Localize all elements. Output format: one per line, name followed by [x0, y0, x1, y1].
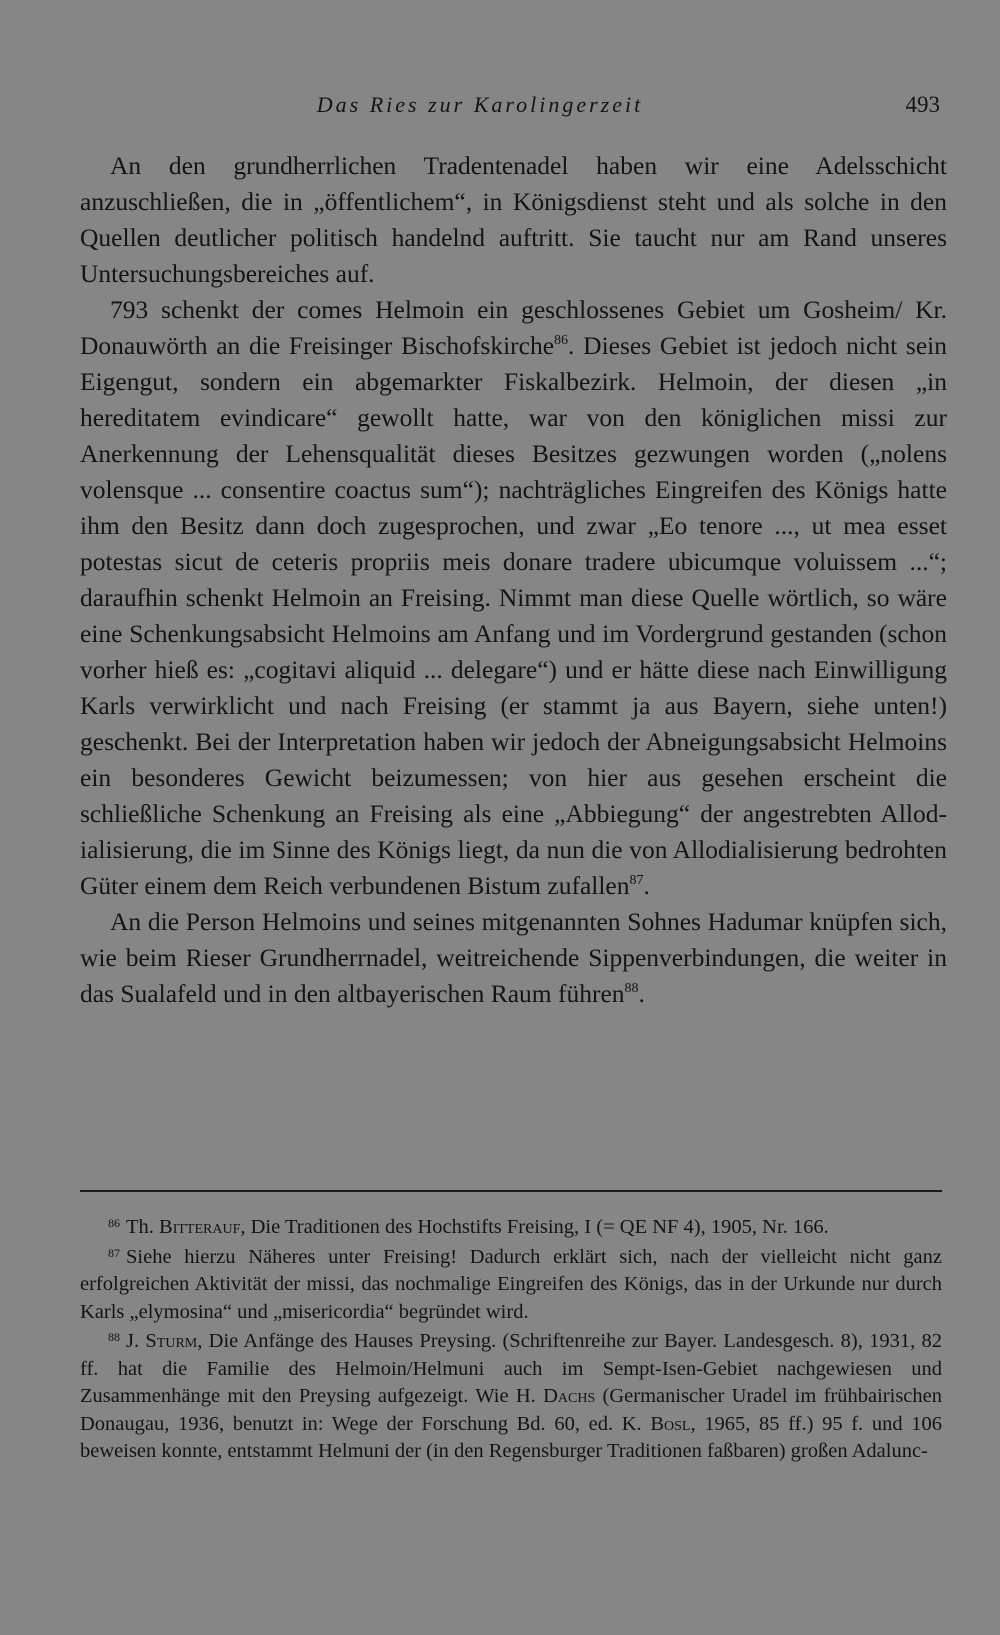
footnote-text: , Die Anfänge des Hauses Preysing. (Schriftenreihe zur Bayer. Landesgesch. 8), 1931, 82 ff. hat die Familie des Helmoin/Helmuni auch im Sempt-Isen-Gebiet nachgewiesen und Zusammenhänge mit den Preysing aufgezeigt. Wie H. [80, 1330, 943, 1407]
main-text [80, 148, 947, 1012]
footnote-ref-87: 87 [629, 873, 644, 888]
running-title: Das Ries zur Karolingerzeit [316, 92, 644, 117]
paragraph-1 [80, 148, 947, 292]
paragraph-2-text-b: . Dieses Gebiet ist jedoch nicht sein Eigengut, sondern ein abgemarkter Fiskalbezirk. Helmoin, der diesen „in hereditatem evindicare“ gewollt hatte, war von den königlichen missi zur Anerkennung der Lehensqualität dieses Besitzes gezwungen worden („nolens volensque ... consentire coactus sum“); nachträgliches Eingreifen des Königs hatte ihm den Besitz dann doch zugesprochen, und zwar „Eo tenore ..., ut mea esset potestas sicut de ceteris propriis meis donare tradere ubicumque voluissem ...“; daraufhin schenkt Helmoin an Freising. Nimmt man diese Quelle wörtlich, so wäre eine Schenkungsabsicht Helmoins am Anfang und im Vordergrund gestanden (schon vorher hieß es: „cogitavi aliquid ... delegare“) und er hätte diese nach Einwilligung Karls verwirklicht und nach Freising (er stammt ja aus Bayern, siehe unten!) geschenkt. Bei der Interpretation haben wir jedoch der Abneigungsabsicht Helmoins ein besonderes Gewicht beizumessen; von hier aus gesehen erscheint die schließliche Schenkung an Freising als eine „Abbiegung“ der angestrebten Allodialisierung, die im Sinne des Königs liegt, da nun die von Allodialisierung bedrohten Güter einem dem Reich verbundenen Bistum zufallen [80, 331, 947, 900]
paragraph-1-text: An den grundherrlichen Tradentenadel haben wir eine Adelsschicht anzuschließen, die in „öffentlichem“, in Königsdienst steht und als solche in den Quellen deutlicher politisch handelnd auftritt. Sie taucht nur am Rand unseres Untersuchungsbereiches auf. [80, 151, 947, 288]
footnote-number: 86 [108, 1216, 120, 1230]
running-head [80, 92, 940, 132]
footnote-number: 87 [108, 1245, 120, 1260]
footnote-separator [80, 1190, 942, 1192]
footnote-author: Sturm [145, 1330, 198, 1352]
paragraph-2-text-a: 793 schenkt der comes Helmoin ein geschlossenes Gebiet um Gosheim/ Kr. Donauwörth an die Freisinger Bischofskirche [80, 295, 947, 360]
footnote-text: Siehe hierzu Näheres unter Freising! Dadurch erklärt sich, nach der vielleicht nicht ganz erfolgreichen Aktivität der missi, das nochmalige Eingreifen des Königs, das in der Urkunde nur durch Karls „elymosina“ und „misericordia“ begründet wird. [80, 1245, 942, 1323]
footnote-87 [80, 1244, 942, 1327]
paragraph-3 [80, 904, 947, 1012]
paragraph-3-text-b: . [638, 979, 645, 1008]
footnote-text: , 1965, 85 ff.) 95 f. und 106 beweisen konnte, entstammt Helmuni der (in den Regensburger Traditionen faßbaren) großen Adalunc- [80, 1412, 943, 1462]
footnote-ref-88: 88 [624, 981, 639, 996]
footnote-text: J. [126, 1330, 146, 1352]
paragraph-2 [80, 292, 947, 904]
footnote-author: Dachs [543, 1385, 596, 1407]
footnote-text: , Die Traditionen des Hochstifts Freising, I (= QE NF 4), 1905, Nr. 166. [240, 1216, 829, 1238]
footnote-ref-86: 86 [554, 333, 569, 348]
footnote-86 [80, 1214, 942, 1242]
paragraph-3-text-a: An die Person Helmoins und seines mitgenannten Sohnes Hadumar knüpfen sich, wie beim Rieser Grundherrnadel, weitreichende Sippenverbindungen, die weiter in das Sualafeld und in den altbayerischen Raum führen [80, 907, 947, 1008]
footnote-text: Th. [126, 1216, 160, 1238]
footnote-text: (Germanischer Uradel im frühbairischen Donaugau, 1936, benutzt in: Wege der Forschung Bd. 60, ed. K. [80, 1385, 942, 1435]
page-number: 493 [905, 92, 940, 117]
paragraph-2-text-c: . [643, 871, 650, 900]
footnote-author: Bitterauf [159, 1216, 241, 1238]
footnotes [80, 1214, 942, 1468]
footnote-number: 88 [108, 1330, 120, 1344]
footnote-88 [80, 1328, 942, 1466]
footnote-author: Bosl [650, 1412, 691, 1435]
